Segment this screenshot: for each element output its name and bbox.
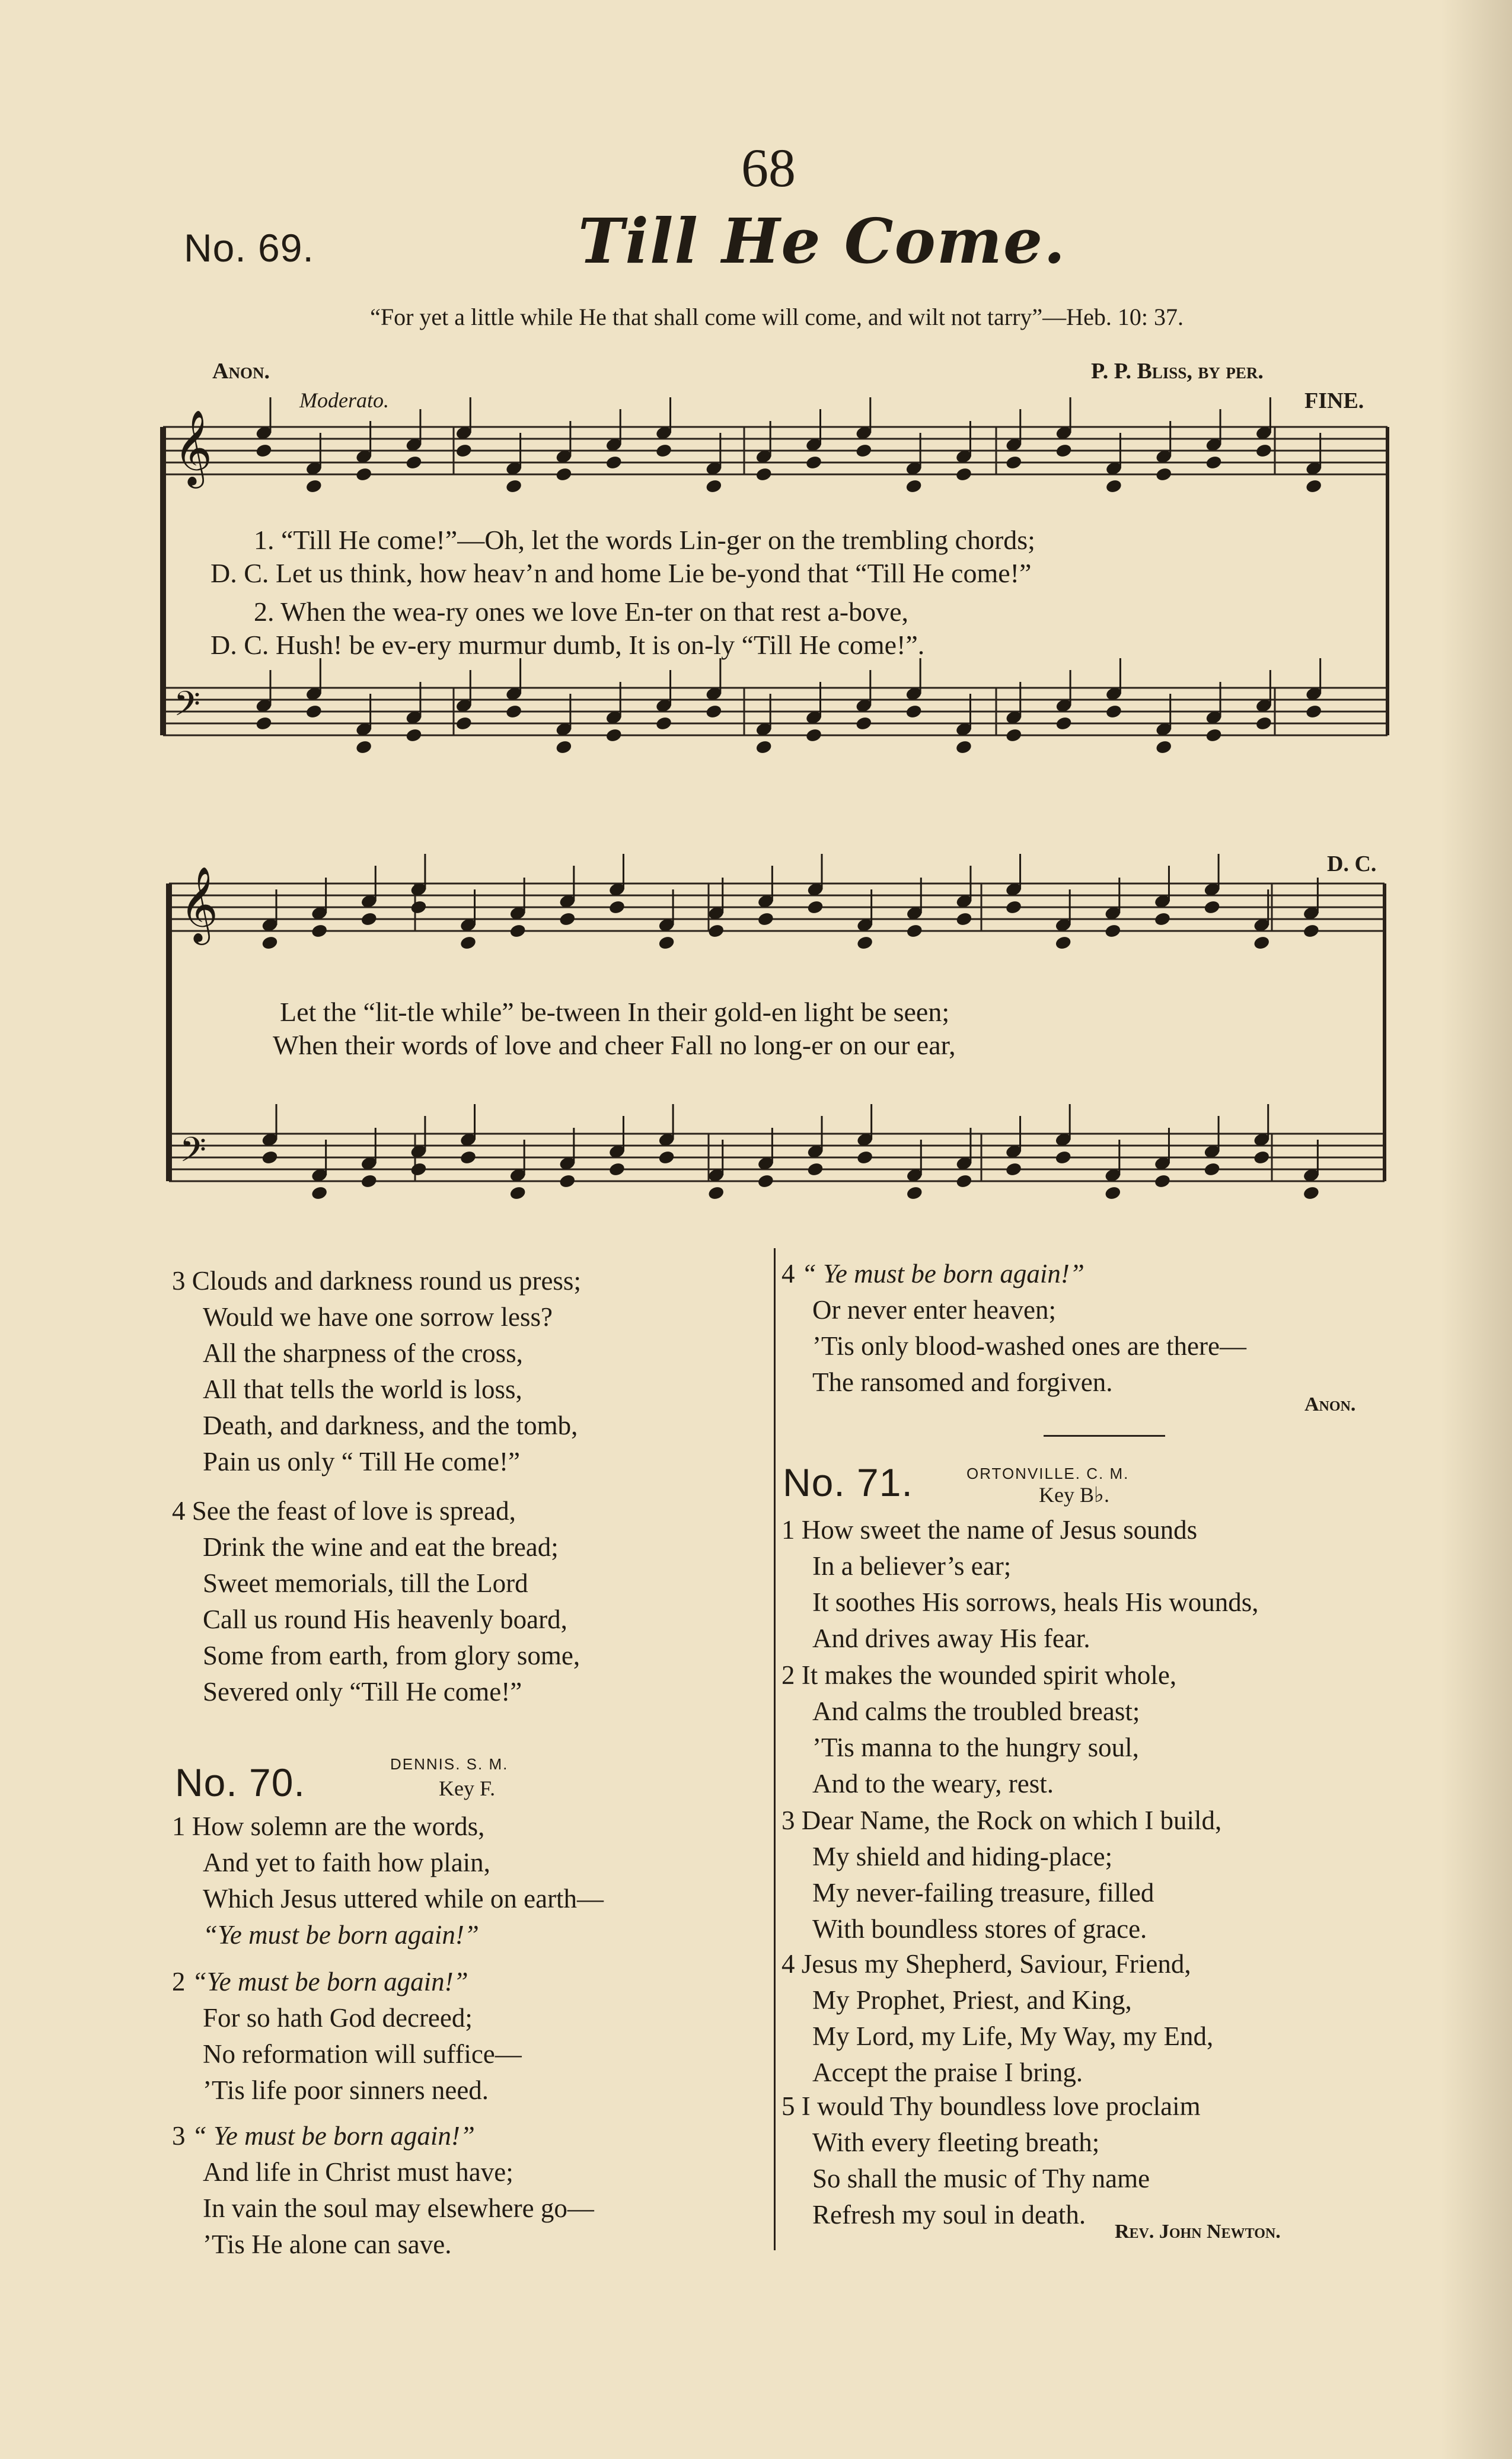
notehead: [559, 1173, 576, 1188]
notehead: [1055, 443, 1073, 458]
composer-credit: P. P. Bliss, by per.: [1091, 359, 1264, 384]
hymn-69-verse-4: 4 See the feast of love is spread, Drink the wine and eat the bread; Sweet memorials, till the Lord Call us round His heavenly board, Some from earth, from glory some, Severed only “Till He come!”: [172, 1496, 580, 1707]
bass-clef-icon: 𝄢: [174, 684, 201, 732]
hymn-71-verse-4: 4 Jesus my Shepherd, Saviour, Friend, My Prophet, Priest, and King, My Lord, my Life, My Way, my End, Accept the praise I bring.: [781, 1949, 1214, 2087]
notehead: [305, 704, 323, 719]
notehead: [955, 739, 972, 754]
notehead: [256, 716, 273, 731]
notehead: [305, 479, 323, 493]
notehead: [905, 479, 923, 493]
hymn-69-title: Till He Come.: [578, 205, 1067, 278]
hymn-71-author: Rev. John Newton.: [1115, 2221, 1281, 2243]
notehead: [355, 739, 372, 754]
bass-clef-icon: 𝄢: [180, 1130, 207, 1178]
notehead: [655, 443, 672, 458]
notehead: [855, 443, 872, 458]
hymn-71-key: Key B♭.: [1039, 1483, 1109, 1507]
notehead: [311, 1185, 328, 1200]
notehead: [1005, 455, 1022, 470]
notehead: [755, 739, 773, 754]
hymn-71-number: No. 71.: [783, 1460, 913, 1504]
notehead: [406, 728, 423, 742]
notehead: [605, 728, 623, 742]
tempo-marking: Moderato.: [299, 388, 389, 412]
notehead: [355, 467, 372, 481]
notehead: [256, 443, 273, 458]
notehead: [807, 1162, 824, 1176]
hymn-71-verse-3: 3 Dear Name, the Rock on which I build, My shield and hiding-place; My never-failing treasure, filled With boundless stores of grace.: [781, 1806, 1222, 1944]
hymn-70-verse-2: 2 “Ye must be born again!” For so hath God decreed; No reformation will suffice— ’Tis life poor sinners need.: [172, 1967, 522, 2105]
notehead: [707, 923, 725, 938]
notehead: [757, 1173, 774, 1188]
notehead: [855, 716, 872, 731]
notehead: [361, 911, 378, 926]
hymn-70-number: No. 70.: [175, 1760, 305, 1804]
hymn-70-author: Anon.: [1304, 1393, 1356, 1415]
notehead: [658, 935, 675, 950]
notehead: [556, 467, 573, 481]
lyricist-credit: Anon.: [212, 359, 270, 384]
notehead: [1104, 1185, 1121, 1200]
dc-marking: D. C.: [1327, 851, 1377, 876]
hymn-71-verse-5: 5 I would Thy boundless love proclaim With every fleeting breath; So shall the music of Thy name Refresh my soul in death.: [781, 2091, 1201, 2230]
lyric-line-verse2: 2. When the wea-ry ones we love En-ter on that rest a-bove,: [254, 597, 909, 627]
notehead: [706, 704, 723, 719]
notehead: [956, 911, 973, 926]
lyric-line-dc2: D. C. Hush! be ev-ery murmur dumb, It is on-ly “Till He come!”.: [210, 630, 925, 660]
notehead: [1055, 716, 1073, 731]
hymn-71-verse-2: 2 It makes the wounded spirit whole, And calms the troubled breast; ’Tis manna to the hungry soul, And to the weary, rest.: [781, 1660, 1177, 1798]
scripture-epigraph: “For yet a little while He that shall come will come, and wilt not tarry”—Heb. 10: 37.: [370, 304, 1184, 330]
hymn-69-number: No. 69.: [184, 226, 314, 270]
notehead: [807, 900, 824, 914]
notehead: [410, 1162, 428, 1176]
fine-marking: FINE.: [1304, 388, 1364, 413]
lyric-line-dc1: D. C. Let us think, how heav’n and home Lie be-yond that “Till He come!”: [210, 558, 1032, 588]
notehead: [658, 1150, 675, 1165]
notehead: [1104, 923, 1121, 938]
notehead: [410, 900, 428, 914]
notehead: [805, 728, 822, 742]
notehead: [1205, 455, 1223, 470]
notehead: [1303, 1185, 1320, 1200]
hymn-70-verse-1: 1 How solemn are the words, And yet to faith how plain, Which Jesus uttered while on earth— “Ye must be born again!”: [172, 1811, 604, 1950]
notehead: [1005, 1162, 1022, 1176]
notehead: [655, 716, 672, 731]
notehead: [509, 923, 527, 938]
notehead: [556, 739, 573, 754]
section-rule: [1044, 1435, 1165, 1437]
hymn-70-verse-4: 4 “ Ye must be born again!” Or never enter heaven; ’Tis only blood-washed ones are there— The ransomed and forgiven.: [781, 1259, 1246, 1397]
notehead: [856, 1150, 873, 1165]
notehead: [605, 455, 623, 470]
notehead: [460, 935, 477, 950]
notehead: [1303, 923, 1320, 938]
notehead: [1204, 1162, 1221, 1176]
page-number: 68: [741, 138, 796, 198]
notehead: [905, 704, 923, 719]
notehead: [1155, 467, 1172, 481]
notehead: [906, 1185, 923, 1200]
notehead: [261, 935, 279, 950]
notehead: [1055, 1150, 1072, 1165]
notehead: [955, 467, 972, 481]
notehead: [1105, 479, 1122, 493]
lyric-line-system2-b: When their words of love and cheer Fall no long-er on our ear,: [273, 1030, 956, 1060]
column-divider: [774, 1248, 776, 2250]
notehead: [261, 1150, 279, 1165]
notehead: [1005, 728, 1022, 742]
notehead: [455, 443, 473, 458]
hymn-70-tune: DENNIS. S. M.: [390, 1755, 509, 1773]
notehead: [1204, 900, 1221, 914]
notehead: [707, 1185, 725, 1200]
treble-clef-icon: 𝄞: [180, 866, 219, 942]
notehead: [1305, 479, 1322, 493]
notehead: [906, 923, 923, 938]
notehead: [559, 911, 576, 926]
notehead: [1005, 900, 1022, 914]
notehead: [608, 1162, 626, 1176]
notehead: [757, 911, 774, 926]
notehead: [1253, 935, 1270, 950]
notehead: [1154, 911, 1171, 926]
notehead: [755, 467, 773, 481]
notehead: [455, 716, 473, 731]
hymn-71-verse-1: 1 How sweet the name of Jesus sounds In a believer’s ear; It soothes His sorrows, heals His wounds, And drives away His fear.: [781, 1515, 1259, 1653]
notehead: [1155, 739, 1172, 754]
notehead: [1255, 716, 1272, 731]
notehead: [1105, 704, 1122, 719]
notehead: [1305, 704, 1322, 719]
hymn-71-tune: ORTONVILLE. C. M.: [966, 1465, 1130, 1482]
hymn-70-verse-3: 3 “ Ye must be born again!” And life in Christ must have; In vain the soul may elsewhere go— ’Tis He alone can save.: [172, 2121, 594, 2259]
notehead: [608, 900, 626, 914]
notehead: [1154, 1173, 1171, 1188]
notehead: [856, 935, 873, 950]
notehead: [706, 479, 723, 493]
notehead: [1253, 1150, 1270, 1165]
lyric-line-system2-a: Let the “lit-tle while” be-tween In their gold-en light be seen;: [280, 997, 950, 1027]
notehead: [505, 479, 522, 493]
notehead: [956, 1173, 973, 1188]
notehead: [805, 455, 822, 470]
hymn-69-verse-3: 3 Clouds and darkness round us press; Would we have one sorrow less? All the sharpness of the cross, All that tells the world is loss, Death, and darkness, and the tomb, Pain us only “ Till He come!”: [172, 1266, 581, 1476]
notehead: [509, 1185, 527, 1200]
notehead: [460, 1150, 477, 1165]
notehead: [406, 455, 423, 470]
notehead: [1055, 935, 1072, 950]
notehead: [1255, 443, 1272, 458]
notehead: [311, 923, 328, 938]
notehead: [505, 704, 522, 719]
notehead: [361, 1173, 378, 1188]
treble-clef-icon: 𝄞: [174, 409, 213, 485]
lyric-line-verse1: 1. “Till He come!”—Oh, let the words Lin-ger on the trembling chords;: [254, 525, 1035, 555]
notehead: [1205, 728, 1223, 742]
hymn-70-key: Key F.: [439, 1777, 496, 1800]
